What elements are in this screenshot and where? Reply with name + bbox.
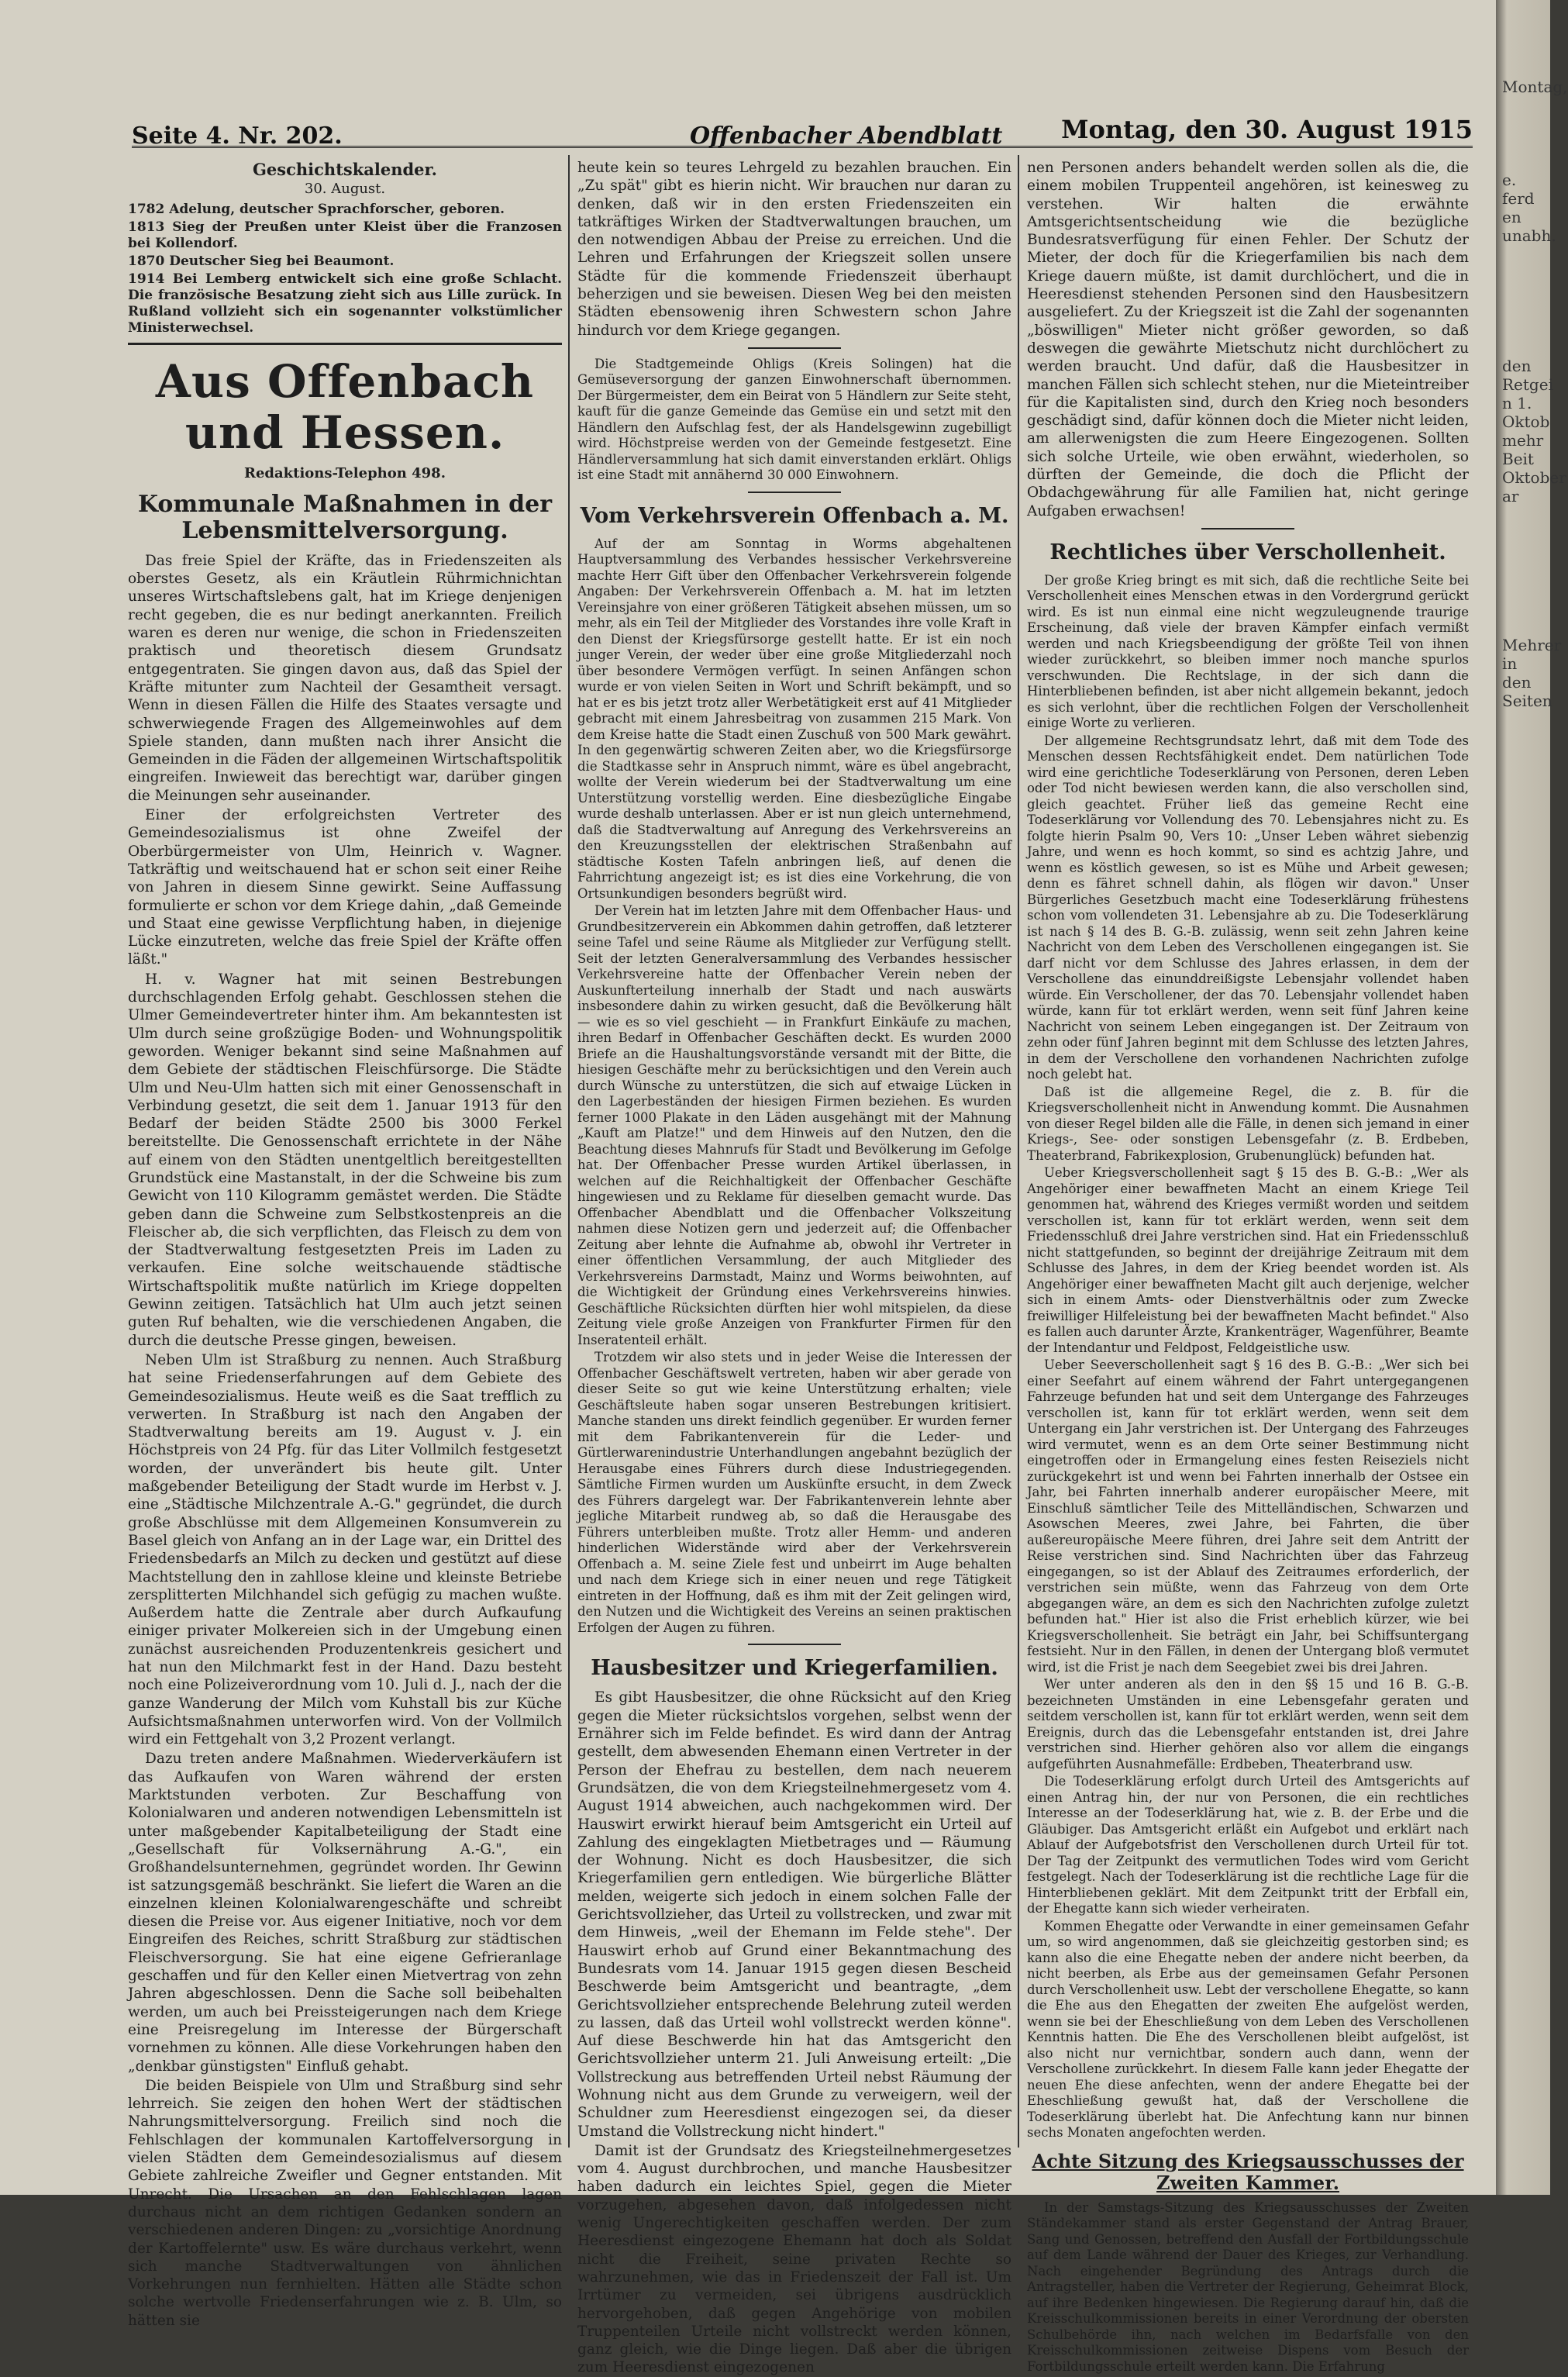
- article-paragraph: heute kein so teures Lehrgeld zu bezahlen brauchen. Ein „Zu spät" gibt es hierin nicht. Wir brauchen nur daran zu denken, daß wir in den ersten Friedenszeiten ein tatkräftiges Wirken der Stadtverwaltungen brauchen, um den notwendigen Abbau der Preise zu erreichen. Und die Lehren und Erfahrungen der Kriegszeit sollen unsere Städte für die kommende Friedenszeit überhaupt beherzigen und sie beweisen. Diesen Weg bei den meisten Städten ebensowenig ihren Schwestern schon Jahre hindurch vor dem Kriege gegangen.: [577, 160, 1011, 339]
- column-rule: [568, 155, 570, 2148]
- article-headline: Rechtliches über Verschollenheit.: [1049, 540, 1446, 564]
- article-paragraph: Trotzdem wir also stets und in jeder Weise die Interessen der Offenbacher Geschäftswelt vertreten, haben wir aber gerade von dieser Seite so gut wie keine Unterstützung erhalten; viele Geschäftsleute haben sogar unseren Bestrebungen kritisiert. Manche standen uns direkt feindlich gegenüber. Er wurden ferner mit dem Fabrikantenverein für die Leder- und Gürtlerwarenindustrie Unterhandlungen angebahnt bezüglich der Herausgabe eines Führers durch diese Industriegegenden. Sämtliche Firmen wurden um Auskünfte ersucht, in dem Zweck des Führers dargelegt war. Der Fabrikantenverein lehnte aber jegliche Mitarbeit rundweg ab, so daß die Herausgabe des Führers unterbleiben mußte. Trotz aller Hemm- und anderen hinderlichen Widerstände wird aber der Verkehrsverein Offenbach a. M. seine Ziele fest und unbeirrt im Auge behalten und nach dem Kriege sich in einer neuen und rege Tätigkeit eintreten in der Hoffnung, daß es ihm mit der Zeit gelingen wird, den Nutzen und die Wichtigkeit des Vereins an seinen praktischen Erfolgen der Augen zu führen.: [577, 1350, 1011, 1635]
- article-headline: Achte Sitzung des Kriegsausschusses der Zweiten Kammer.: [1032, 2149, 1464, 2194]
- news-item: Die Stadtgemeinde Ohligs (Kreis Solingen) hat die Gemüseversorgung der ganzen Einwohnerschaft übernommen. Der Bürgermeister, dem ein Beirat von 5 Händlern zur Seite steht, kauft für die ganze Gemeinde das Gemüse ein und setzt mit den Händlern den Aufschlag fest, der als Handelsgewinn zugebilligt wird. Höchstpreise werden von der Gemeinde festgesetzt. Eine Händlerversammlung hat sich damit einverstanden erklärt. Ohligs ist eine Stadt mit annähernd 30 000 Einwohnern.: [577, 356, 1011, 483]
- calendar-entry: 1914 Bei Lemberg entwickelt sich eine große Schlacht. Die französische Besatzung zieht sich aus Lille zurück. In Rußland vollzieht sich ein sogenannter volkstümlicher Ministerwechsel.: [128, 271, 562, 336]
- calendar-date: 30. August.: [304, 181, 386, 198]
- article-headline: Hausbesitzer und Kriegerfamilien.: [591, 1656, 998, 1681]
- article-paragraph: H. v. Wagner hat mit seinen Bestrebungen durchschlagenden Erfolg gehabt. Geschlossen stehen die Ulmer Gemeindevertreter hinter ihm. Am bekanntesten ist Ulm durch seine großzügige Boden- und Wohnungspolitik geworden. Weniger bekannt sind seine Maßnahmen auf dem Gebiete der städtischen Fleischfürsorge. Die Städte Ulm und Neu-Ulm hatten sich mit einer Genossenschaft in Verbindung gesetzt, die seit dem 1. Januar 1913 für den Bedarf der beiden Städte 2500 bis 3000 Ferkel bereitstellte. Die Genossenschaft errichtete in der Nähe auf einem von den Städten unentgeltlich bereitgestellten Grundstück eine Mastanstalt, in der die Schweine bis zum Gewicht von 110 Kilogramm gemästet werden. Die Städte geben dann die Schweine zum Selbstkostenpreis an die Fleischer ab, die sich verpflichten, das Fleisch zu dem von der Stadtverwaltung festgesetzten Preis im Laden zu verkaufen. Eine solche weitschauende städtische Wirtschaftspolitik mußte natürlich im Kriege doppelten Gewinn zeitigen. Tatsächlich hat Ulm auch jetzt seinen guten Ruf behalten, wie die verschiedenen Angaben, die durch die deutsche Presse gingen, beweisen.: [128, 971, 562, 1349]
- article-paragraph: nen Personen anders behandelt werden sollen als die, die einem mobilen Truppenteil angehören, ist keinesweg zu verstehen. Wir halten die erwähnte Amtsgerichtsentscheidung wie die bezügliche Bundesratsverfügung für einen Fehler. Der Schutz der Mieter, der doch für die Kriegerfamilien bis nach dem Kriege dauern müßte, ist damit durchlöchert, und die in Heeresdienst stehenden Personen sind den Hausbesitzern ausgeliefert. Zu der Kriegszeit ist die Zahl der sogenannten „böswilligen" Mieter nicht größer geworden, so daß deswegen die gewährte Mietschutz nicht durchlöchert zu werden braucht. Und dafür, daß die Hausbesitzer in manchen Fällen sich schlecht stehen, nur die Mieteintreiber für die Kapitalisten sind, durch den Krieg noch besonders geschädigt sind, dafür können doch die Mieter nicht leiden, am allerwenigsten die zum Heere Eingezogenen. Sollten sich solche Urteile, wie oben erwähnt, wiederholen, so dürften der Gemeinde, die doch die Pflicht der Obdachgewährung für alle Familien hat, nicht geringe Aufgaben erwachsen!: [1027, 160, 1469, 519]
- article-paragraph: Daß ist die allgemeine Regel, die z. B. für die Kriegsverschollenheit nicht in Anwendung kommt. Die Ausnahmen von dieser Regel bilden alle die Fälle, in denen sich jemand in einer Kriegs-, See- oder sonstigen Lebensgefahr (z. B. Erdbeben, Theaterbrand, Fabrikexplosion, Grubenunglück) befunden hat.: [1027, 1084, 1469, 1163]
- article-paragraph: Das freie Spiel der Kräfte, das in Friedenszeiten als oberstes Gesetz, als ein Kräutlein Rührmichnichtan unseres Wirtschaftslebens galt, hat im Kriege denjenigen recht gegeben, die es nur bedingt anerkannten. Freilich waren es deren nur wenige, die schon in Friedenszeiten praktisch und theoretisch diesem Grundsatz entgegentraten. Sie gingen davon aus, daß das Spiel der Kräfte mitunter zum Nachteil der Gesamtheit versagt. Wenn in diesen Fällen die Hilfe des Staates versagte und schwerwiegende Fragen des Allgemeinwohles auf dem Spiele standen, dann mußten nach ihrer Ansicht die Gemeinden in die Fäden der allgemeinen Wirtschaftspolitik eingreifen. Inwieweit das berechtigt war, darüber gingen die Meinungen sehr auseinander.: [128, 552, 562, 804]
- article-paragraph: Es gibt Hausbesitzer, die ohne Rücksicht auf den Krieg gegen die Mieter rücksichtslos vorgehen, selbst wenn der Ernährer sich im Felde befindet. Es wird dann der Antrag gestellt, dem abwesenden Ehemann einen Vertreter in der Person der Ehefrau zu bestellen, dem nach neuerem Grundsätzen, die von dem Kriegsteilnehmergesetz vom 4. August 1914 abweichen, auch nachgekommen wird. Der Hauswirt erwirkt hierauf beim Amtsgericht ein Urteil auf Zahlung des eingeklagten Mietbetrages und — Räumung der Wohnung. Nicht es doch Hausbesitzer, die sich Kriegerfamilien gern entledigen. Wie bürgerliche Blätter melden, weigerte sich jedoch in einem solchen Falle der Gerichtsvollzieher, das Urteil zu vollstrecken, und zwar mit dem Hinweis, „weil der Ehemann im Felde stehe". Der Hauswirt erhob auf Grund einer Bekanntmachung des Bundesrats vom 14. Januar 1915 gegen diesen Bescheid Beschwerde beim Amtsgericht und beantragte, „dem Gerichtsvollzieher entsprechende Belehrung zuteil werden zu lassen, daß das Urteil wohl vollstreckt werden könne". Auf diese Beschwerde hin hat das Amtsgericht den Gerichtsvollzieher unterm 21. Juli Anweisung erteilt: „Die Vollstreckung aus betreffenden Urteil nebst Räumung der Wohnung nicht aus dem Grunde zu verweigern, weil der Schuldner zum Heeresdienst eingezogen sei, da dieser Umstand die Vollstreckung nicht hindert.": [577, 1689, 1011, 2140]
- column-1: [128, 159, 562, 2329]
- article-headline: Kommunale Maßnahmen in der Lebensmittelversorgung.: [137, 490, 552, 544]
- adjacent-page-text: Montag, e. ferd en unabh. den Retgei n 1. Oktob mehr Beit Oktober ar Mehrer in den Seiten: [1502, 78, 1568, 710]
- adjacent-page-edge: [1496, 0, 1568, 2195]
- article-paragraph: Die Todeserklärung erfolgt durch Urteil des Amtsgerichts auf einen Antrag hin, der nur von Personen, die ein rechtliches Interesse an der Todeserklärung hat, wie z. B. der Erbe und die Gläubiger. Das Amtsgericht erläßt ein Aufgebot und erklärt nach Ablauf der Aufgebotsfrist den Verschollenen durch Urteil für tot. Der Tag der Zeitpunkt des vermutlichen Todes wird vom Gericht festgelegt. Nach der Todeserklärung ist die rechtliche Lage für die Hinterbliebenen geklärt. Mit dem Zeitpunkt tritt der Erbfall ein, der Ehegatte kann sich wieder verheiraten.: [1027, 1774, 1469, 1916]
- divider: [748, 1644, 841, 1645]
- divider: [1201, 528, 1294, 530]
- article-paragraph: Ueber Kriegsverschollenheit sagt § 15 des B. G.-B.: „Wer als Angehöriger einer bewaffneten Macht an einem Kriege Teil genommen hat, während des Krieges vermißt worden und seitdem verschollen ist, kann für tot erklärt werden, wenn seit dem Friedensschluß drei Jahre verstrichen sind. Hat ein Friedensschluß nicht stattgefunden, so beginnt der dreijährige Zeitraum mit dem Schlusse des Jahres, in dem der Krieg beendet worden ist. Als Angehöriger einer bewaffneten Macht gilt auch derjenige, welcher sich in einem Amts- oder Dienstverhältnis oder zum Zwecke freiwilliger Hilfeleistung bei der bewaffneten Macht befindet." Also es fallen auch darunter Ärzte, Krankenträger, Wagenführer, Beamte der Intendantur und Feldpost, Feldgeistliche usw.: [1027, 1165, 1469, 1355]
- article-paragraph: In der Samstags-Sitzung des Kriegsausschusses der Zweiten Ständekammer stand als erster Gegenstand der Antrag Brauer, Sang und Genossen, betreffend den Ausfall der Fortbildungsschule auf dem Lande während der Dauer des Krieges, zur Verhandlung. Nach eingehender Begründung des Antrags durch die Antragsteller, haben die Vertreter der Regierung, Geheimrat Block, auf ihre Bedenken hingewiesen. Die Regierung darauf hin, daß die Kreisschulkommissionen bereits in einer Verordnung der obersten Schulbehörde ihn, nach welchen im Bedarfsfalle von den Kreisschulkommissionen zeitweise Dispens vom Besuch der Fortbildungsschule erteilt werden kann. Die Erfahrung: [1027, 2199, 1469, 2374]
- masthead: [132, 115, 1473, 148]
- newspaper-title: Offenbacher Abendblatt: [690, 122, 1003, 150]
- article-paragraph: Wer unter anderen als den in den §§ 15 und 16 B. G.-B. bezeichneten Umständen in eine Lebensgefahr geraten und seitdem verschollen ist, kann für tot erklärt werden, wenn seit dem Ereignis, durch das die Lebensgefahr entstanden ist, drei Jahre verstrichen sind. Hierher gehören also vor allem die eingangs aufgeführten Ausnahmefälle: Erdbeben, Theaterbrand usw.: [1027, 1677, 1469, 1772]
- article-paragraph: Die beiden Beispiele von Ulm und Straßburg sind sehr lehrreich. Sie zeigen den hohen Wert der städtischen Nahrungsmittelversorgung. Freilich sind noch die Fehlschlagen der kommunalen Kartoffelversorgung in vielen Städten dem Gemeindesozialismus auf diesem Gebiete zahlreiche Zweifler und Gegner entstanden. Mit Unrecht. Die Ursachen an den Fehlschlagen lagen durchaus nicht an dem richtigen Gedanken sondern an verschiedenen anderen Dingen: zu „vorsichtige Anordnung der Kartoffelernte" usw. Es wäre durchaus verkehrt, wenn sich manche Stadtverwaltungen von ähnlichen Vorkehrungen nun fernhielten. Hätten alle Städte schon solche wertvolle Friedenserfahrungen wie z. B. Ulm, so hätten sie: [128, 2077, 562, 2329]
- calendar-entry: 1813 Sieg der Preußen unter Kleist über die Franzosen bei Kollendorf.: [128, 219, 562, 251]
- article-headline: Vom Verkehrsverein Offenbach a. M.: [580, 503, 1009, 528]
- column-2: [577, 159, 1011, 2376]
- calendar-title: Geschichtskalender.: [253, 160, 437, 179]
- article-paragraph: Der große Krieg bringt es mit sich, daß die rechtliche Seite bei Verschollenheit eines Menschen etwas in den Vordergrund gerückt wird. Es ist nun einmal eine nicht wegzuleugnende traurige Erscheinung, daß viele der braven Kämpfer einfach vermißt werden und nach Kriegsbeendigung der größte Teil von ihnen wieder zurückkehrt, so bleiben immer noch manche spurlos verschwunden. Die Rechtslage, in der sich dann die Hinterbliebenen befinden, ist aber nicht allgemein bekannt, jedoch es sich verlohnt, über die rechtlichen Folgen der Verschollenheit einige Worte zu verlieren.: [1027, 572, 1469, 731]
- article-paragraph: Damit ist der Grundsatz des Kriegsteilnehmergesetzes vom 4. August durchbrochen, und manche Hausbesitzer haben dadurch ein leichtes Spiel, gegen die Mieter vorzugehen, abgesehen davon, daß infolgedessen nicht wenig Ungerechtigkeiten geschaffen werden. Der zum Heeresdienst eingezogene Ehemann hat doch als Soldat nicht die Freiheit, seine privaten Rechte so wahrzunehmen, wie das in Friedenszeit der Fall ist. Um Irrtümer zu vermeiden, sei übrigens ausdrücklich hervorgehoben, daß gegen Angehörige von mobilen Truppenteilen Urteile nicht vollstreckt werden können, ganz gleich, wie die Dinge liegen. Daß aber die übrigen zum Heeresdienst eingezogenen: [577, 2142, 1011, 2376]
- article-paragraph: Der Verein hat im letzten Jahre mit dem Offenbacher Haus- und Grundbesitzerverein ein Abkommen dahin getroffen, daß letzterer seine Tafel und seine Räume als Mitglieder zur Verfügung stellt. Seit der letzten Generalversammlung des Verbandes hessischer Verkehrsvereine hatte der Offenbacher Verein neben der Auskunfterteilung innerhalb der Stadt und nach auswärts insbesondere dahin zu wirken gesucht, daß die Bevölkerung hält — wie es so viel geschieht — in Frankfurt Einkäufe zu machen, ihren Bedarf in Offenbacher Geschäften deckt. Es wurden 2000 Briefe an die Haushaltungsvorstände versandt mit der Bitte, die hiesigen Geschäfte mehr zu berücksichtigen und den Verein auch durch Wünsche zu unterstützen, die sich auf etwaige Lücken in den Lagerbeständen der hiesigen Firmen beziehen. Es wurden ferner 1000 Plakate in den Läden ausgehängt mit der Mahnung „Kauft am Platze!" und dem Hinweis auf den Nutzen, den die Beachtung dieses Mahnrufs für Stadt und Bevölkerung im Gefolge hat. Der Offenbacher Presse wurden Artikel überlassen, in welchen auf die Reichhaltigkeit der Offenbacher Geschäfte hingewiesen und zu Reklame für dieselben gemacht wurde. Das Offenbacher Abendblatt und die Offenbacher Volkszeitung nahmen diese Notizen gern und jederzeit auf; die Offenbacher Zeitung aber lehnte die Aufnahme ab, obwohl ihr Vertreter in einer öffentlichen Versammlung, der auch Mitglieder des Verkehrsvereins Darmstadt, Mainz und Worms beiwohnten, auf die Wichtigkeit der Gründung eines Verkehrsvereins hinwies. Geschäftliche Rücksichten dürften hier wohl mitspielen, da diese Zeitung viele große Anzeigen von Frankfurter Firmen für den Inseratenteil erhält.: [577, 903, 1011, 1347]
- page-number: Seite 4. Nr. 202.: [132, 122, 343, 150]
- divider: [128, 343, 562, 345]
- article-paragraph: Der allgemeine Rechtsgrundsatz lehrt, daß mit dem Tode des Menschen dessen Rechtsfähigkeit endet. Dem natürlichen Tode wird eine gerichtliche Todeserklärung von Personen, deren Leben oder Tod nicht bewiesen werden kann, die also verschollen sind, gleich geachtet. Früher ließ das gemeine Recht eine Todeserklärung vor Vollendung des 70. Lebensjahres nicht zu. Es folgte hierin Psalm 90, Vers 10: „Unser Leben währet siebenzig Jahre, und wenn es hoch kommt, so sind es achtzig Jahre, und wenn es köstlich gewesen, so ist es Mühe und Arbeit gewesen; denn es fähret schnell dahin, als flögen wir davon." Unser Bürgerliches Gesetzbuch macht eine Todeserklärung frühestens schon vom vollendeten 31. Lebensjahre ab zu. Die Todeserklärung ist nach § 14 des B. G.-B. zulässig, wenn seit zehn Jahren keine Nachricht von dem Leben des Verschollenen eingegangen ist. Sie darf nicht vor dem Schlusse des Jahres erlassen, in dem der Verschollene das einunddreißigste Lebensjahr vollendet haben würde. Ein Verschollener, der das 70. Lebensjahr vollendet haben würde, kann für tot erklärt werden, wenn seit fünf Jahren keine Nachricht von seinem Leben eingegangen ist. Der Zeitraum von zehn oder fünf Jahren beginnt mit dem Schlusse des letzten Jahres, in dem der Verschollene den vorhandenen Nachrichten zufolge noch gelebt hat.: [1027, 733, 1469, 1082]
- article-paragraph: Dazu treten andere Maßnahmen. Wiederverkäufern ist das Aufkaufen von Waren während der ersten Marktstunden verboten. Zur Beschaffung von Kolonialwaren und anderen notwendigen Lebensmitteln ist unter maßgebender Kapitalbeteiligung der Stadt eine „Gesellschaft für Volksernährung A.-G.", ein Großhandelsunternehmen, gegründet worden. Ihr Gewinn ist satzungsgemäß beschränkt. Sie liefert die Waren an die einzelnen kleinen Kolonialwarengeschäfte und schreibt diesen die Preise vor. Aus eigener Initiative, noch vor dem Eingreifen des Reiches, schritt Straßburg zur städtischen Fleischversorgung. Sie hat eine eigene Gefrieranlage geschaffen und für den Keller einen Mietvertrag von zehn Jahren abgeschlossen. Denn die Sache soll beibehalten werden, um auch bei Preissteigerungen nach dem Kriege eine Preisregelung im Interesse der Bürgerschaft vornehmen zu können. Alle diese Vorkehrungen haben den „denkbar günstigsten" Einfluß gehabt.: [128, 1751, 562, 2075]
- divider: [748, 347, 841, 349]
- divider: [748, 492, 841, 493]
- issue-date: Montag, den 30. August 1915: [1061, 115, 1473, 144]
- column-rule: [1018, 155, 1019, 2148]
- article-paragraph: Ueber Seeverschollenheit sagt § 16 des B. G.-B.: „Wer sich bei einer Seefahrt auf einem während der Fahrt untergegangenen Fahrzeuge befunden hat und seit dem Untergange des Fahrzeuges verschollen ist, kann für tot erklärt werden, wenn seit dem Untergang ein Jahr verstrichen ist. Der Untergang des Fahrzeuges wird vermutet, wenn es an dem Orte seiner Bestimmung nicht eingetroffen oder in Ermangelung eines festen Reiseziels nicht zurückgekehrt ist und wenn bei Fahrten innerhalb der Ostsee ein Jahr, bei Fahrten innerhalb anderer europäischer Meere, mit Einschluß sämtlicher Teile des Mittelländischen, Schwarzen und Asowschen Meeres, zwei Jahre, bei Fahrten, die über außereuropäische Meere führen, drei Jahre seit dem Antritt der Reise verstrichen sind. Sind Nachrichten über das Fahrzeug eingegangen, so ist der Ablauf des Zeitraumes erforderlich, der verstrichen sein müßte, wenn das Fahrzeug von dem Orte abgegangen wäre, an dem es sich den Nachrichten zufolge zuletzt befunden hat." Hier ist also die Frist erheblich kürzer, wie bei Kriegsverschollenheit. Sie beträgt ein Jahr, bei Schiffsuntergang festsieht. Nur in den Fällen, in denen der Untergang bloß vermutet wird, ist die Frist je nach dem Seegebiet zwei bis drei Jahren.: [1027, 1358, 1469, 1675]
- calendar-entry: 1870 Deutscher Sieg bei Beaumont.: [128, 253, 395, 269]
- section-title: Aus Offenbach und Hessen.: [155, 354, 535, 459]
- article-paragraph: Kommen Ehegatte oder Verwandte in einer gemeinsamen Gefahr um, so wird angenommen, daß sie gleichzeitig gestorben sind; es kann also die eine Ehegatte neben der andere nicht beerben, da nicht beerben, als Erbe aus der gemeinsamen Gefahr Personen durch Verschollenheit usw. Lebt der verschollene Ehegatte, so kann die Ehe aus den Ehegatten der zweiten Ehe aufgelöst werden, wenn sie bei der Eheschließung von dem Leben des Verschollenen Kenntnis hatten. Die Ehe des Verschollenen bleibt aufgelöst, ist also nicht nur vernichtbar, sondern auch dann, wenn der Verschollene zurückkehrt. In diesem Falle kann jeder Ehegatte der neuen Ehe diese anfechten, wenn der andere Ehegatte bei der Eheschließung gewußt hat, daß der Verschollene die Todeserklärung überlebt hat. Die Anfechtung kann nur binnen sechs Monaten angefochten werden.: [1027, 1918, 1469, 2141]
- editorial-phone: Redaktions-Telephon 498.: [244, 464, 446, 481]
- column-3: [1027, 159, 1469, 2374]
- calendar-entry: 1782 Adelung, deutscher Sprachforscher, geboren.: [128, 201, 505, 217]
- article-paragraph: Einer der erfolgreichsten Vertreter des Gemeindesozialismus ist ohne Zweifel der Oberbürgermeister von Ulm, Heinrich v. Wagner. Tatkräftig und weitschauend hat er schon seit einer Reihe von Jahren in diesem Sinne gewirkt. Seine Auffassung formulierte er schon vor dem Kriege dahin, „daß Gemeinde und Staat eine gewisse Verpflichtung haben, in diejenige Lücke einzutreten, welche das freie Spiel der Kräfte offen läßt.": [128, 807, 562, 968]
- article-paragraph: Neben Ulm ist Straßburg zu nennen. Auch Straßburg hat seine Friedenserfahrungen auf dem Gebiete des Gemeindesozialismus. Heute weiß es die Saat trefflich zu verwerten. In Straßburg ist nach den Angaben der Stadtverwaltung bereits am 19. August v. J. ein Höchstpreis von 24 Pfg. für das Liter Vollmilch festgesetzt worden, der unverändert bis heute gilt. Unter maßgebender Beteiligung der Stadt wurde im Herbst v. J. eine „Städtische Milchzentrale A.-G." gegründet, die durch große Abschlüsse mit dem Allgemeinen Konsumverein zu Basel gleich von Anfang an in der Lage war, ein Drittel des Friedensbedarfs an Milch zu decken und gestützt auf diese Machtstellung den in zahllose kleine und kleinste Betriebe zersplitterten Milchhandel sich gefügig zu machen wußte. Außerdem hatte die Zentrale aber durch Aufkaufung einiger privater Molkereien sich in der Umgebung einen zunächst ausreichenden Produzentenkreis gesichert und hat nun den Milchmarkt fest in der Hand. Dazu besteht noch eine Polizeiverordnung vom 10. Juli d. J., nach der die ganze Wanderung der Milch vom Kuhstall bis zur Küche Aufsichtsmaßnahmen unterworfen wird. Von der Vollmilch wird ein Fettgehalt von 3,2 Prozent verlangt.: [128, 1351, 562, 1748]
- article-paragraph: Auf der am Sonntag in Worms abgehaltenen Hauptversammlung des Verbandes hessischer Verkehrsvereine machte Herr Gift über den Offenbacher Verkehrsverein folgende Angaben: Der Verkehrsverein Offenbach a. M. hat im letzten Vereinsjahre von einer größeren Tätigkeit absehen müssen, um so mehr, als ein Teil der Mitglieder des Vorstandes ihre volle Kraft in den Dienst der Kriegsfürsorge gestellt hatte. Er ist ein noch junger Verein, der weder über eine große Mitgliederzahl noch über besondere Vermögen verfügt. In seinen Anfängen schon wurde er von vielen Seiten in Wort und Schrift bekämpft, und so hat er es bis jetzt trotz aller Werbetätigkeit erst auf 41 Mitglieder gebracht mit einem Jahresbeitrag von zusammen 215 Mark. Von dem Kreise hatte die Stadt einen Zuschuß von 500 Mark gewährt. In den gegenwärtig schweren Zeiten aber, wo die Kriegsfürsorge die Stadtkasse sehr in Anspruch nimmt, wäre es übel angebracht, wollte der Verein wiederum bei der Stadtverwaltung um eine Unterstützung vorstellig werden. Eine diesbezügliche Eingabe wurde deshalb unterlassen. Aber er ist nun gleich unternehmend, daß die Stadtverwaltung auf Anregung des Verkehrsvereins an den Kreuzungsstellen der elektrischen Straßenbahn auf städtische Kosten Tafeln anbringen ließ, auf denen die Fahrrichtung angezeigt ist; es ist dies eine Vorkehrung, die von Ortsunkundigen besonders begrüßt wird.: [577, 536, 1011, 901]
